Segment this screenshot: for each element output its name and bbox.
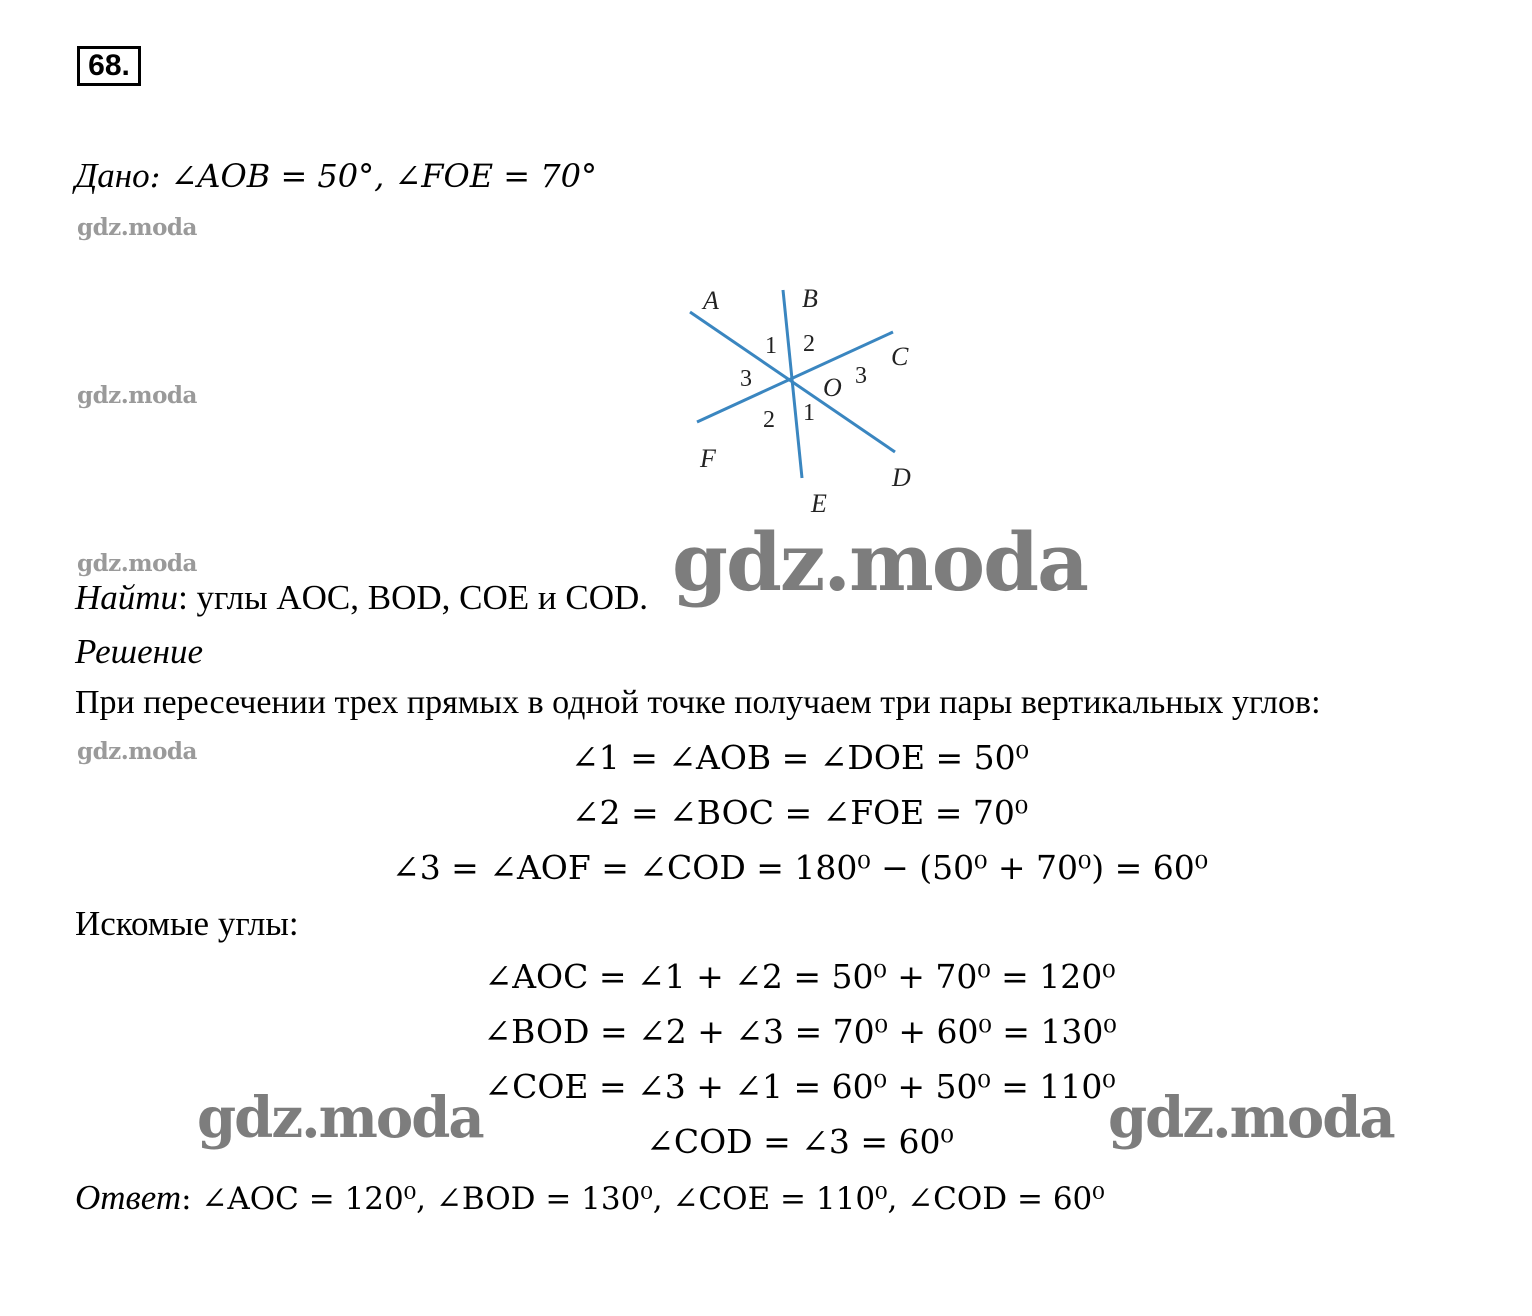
point-e-label: E xyxy=(811,489,827,518)
problem-number: 68. xyxy=(77,46,141,86)
angle-3-right: 3 xyxy=(855,363,867,389)
angle-2-bottom: 2 xyxy=(763,407,775,433)
watermark-small-2: gdz.moda xyxy=(77,382,197,409)
equation-angle-3: ∠3 = ∠AOF = ∠COD = 180⁰ − (50⁰ + 70⁰) = 60⁰ xyxy=(392,848,1208,887)
solution-intro: При пересечении трех прямых в одной точке получаем три пары вертикальных углов: xyxy=(75,684,1321,721)
angle-1-top: 1 xyxy=(765,333,777,359)
watermark-large-right: gdz.moda xyxy=(1108,1085,1394,1151)
equation-angle-2: ∠2 = ∠BOC = ∠FOE = 70⁰ xyxy=(571,793,1029,832)
equation-aoc: ∠AOC = ∠1 + ∠2 = 50⁰ + 70⁰ = 120⁰ xyxy=(484,957,1116,996)
watermark-small-3: gdz.moda xyxy=(77,550,197,577)
find-text: : углы AOC, BOD, COE и COD. xyxy=(178,578,649,617)
angles-diagram xyxy=(665,272,940,527)
solution-label: Решение xyxy=(75,632,204,671)
equation-bod: ∠BOD = ∠2 + ∠3 = 70⁰ + 60⁰ = 130⁰ xyxy=(483,1012,1117,1051)
equation-angle-1: ∠1 = ∠AOB = ∠DOE = 50⁰ xyxy=(571,738,1029,777)
equation-cod: ∠COD = ∠3 = 60⁰ xyxy=(646,1122,954,1161)
angle-2-top: 2 xyxy=(803,331,815,357)
find-line xyxy=(75,578,648,618)
watermark-large-center: gdz.moda xyxy=(672,515,1087,609)
angle-1-bottom: 1 xyxy=(803,400,815,426)
point-d-label: D xyxy=(892,463,911,492)
point-a-label: A xyxy=(703,286,719,315)
watermark-large-left: gdz.moda xyxy=(197,1085,483,1151)
given-label: Дано xyxy=(75,156,150,195)
answer-line xyxy=(75,1178,1105,1218)
point-o-label: O xyxy=(823,373,842,402)
equation-coe: ∠COE = ∠3 + ∠1 = 60⁰ + 50⁰ = 110⁰ xyxy=(484,1067,1116,1106)
line-be xyxy=(783,290,802,478)
given-text: : ∠AOB = 50°, ∠FOE = 70° xyxy=(149,157,597,195)
watermark-small-1: gdz.moda xyxy=(77,214,197,241)
given-line xyxy=(75,156,597,196)
angle-3-left: 3 xyxy=(740,366,752,392)
answer-label: Ответ xyxy=(75,1178,182,1217)
answer-text: : ∠AOC = 120⁰, ∠BOD = 130⁰, ∠COE = 110⁰, ∠COD = 60⁰ xyxy=(181,1181,1105,1217)
point-f-label: F xyxy=(700,444,716,473)
point-b-label: B xyxy=(802,284,818,313)
watermark-small-4: gdz.moda xyxy=(77,738,197,765)
sought-angles-label: Искомые углы: xyxy=(75,904,299,943)
point-c-label: C xyxy=(891,342,909,371)
find-label: Найти xyxy=(75,578,179,617)
